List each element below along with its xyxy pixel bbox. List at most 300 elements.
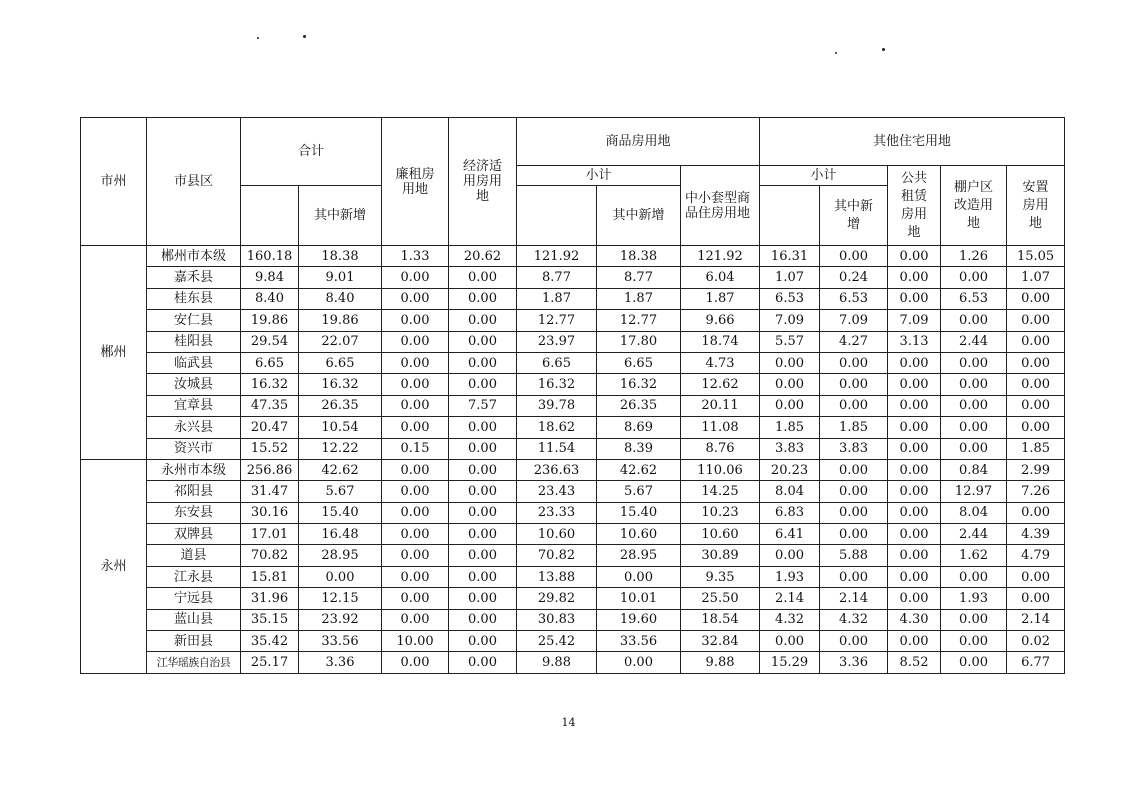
value-cell: 121.92	[681, 246, 760, 267]
value-cell: 30.16	[241, 502, 299, 523]
value-cell: 5.67	[299, 481, 382, 502]
value-cell: 31.96	[241, 588, 299, 609]
value-cell: 47.35	[241, 395, 299, 416]
value-cell: 18.62	[517, 417, 597, 438]
value-cell: 3.36	[299, 652, 382, 673]
value-cell: 0.00	[888, 545, 941, 566]
city-cell: 郴州	[81, 246, 147, 460]
value-cell: 1.33	[382, 246, 449, 267]
value-cell: 9.35	[681, 566, 760, 587]
value-cell: 0.00	[941, 417, 1007, 438]
value-cell: 0.02	[1007, 631, 1065, 652]
table-row	[81, 267, 1065, 288]
value-cell: 0.00	[820, 459, 888, 480]
table-row	[81, 566, 1065, 587]
value-cell: 1.87	[517, 288, 597, 309]
value-cell: 0.00	[449, 331, 517, 352]
table-header	[81, 118, 1065, 246]
value-cell: 6.65	[597, 352, 681, 373]
value-cell: 7.09	[888, 310, 941, 331]
value-cell: 0.00	[820, 246, 888, 267]
value-cell: 0.00	[449, 438, 517, 459]
county-name-cell: 临武县	[147, 352, 241, 373]
value-cell: 11.08	[681, 417, 760, 438]
value-cell: 0.00	[449, 481, 517, 502]
value-cell: 0.00	[382, 545, 449, 566]
value-cell: 19.86	[299, 310, 382, 331]
value-cell: 0.00	[449, 609, 517, 630]
county-name-cell: 永兴县	[147, 417, 241, 438]
value-cell: 17.01	[241, 524, 299, 545]
table-row	[81, 352, 1065, 373]
value-cell: 1.85	[1007, 438, 1065, 459]
county-name-cell: 嘉禾县	[147, 267, 241, 288]
county-name-cell: 汝城县	[147, 374, 241, 395]
value-cell: 18.74	[681, 331, 760, 352]
value-cell: 20.11	[681, 395, 760, 416]
value-cell: 30.89	[681, 545, 760, 566]
value-cell: 6.83	[760, 502, 820, 523]
county-name-cell: 新田县	[147, 631, 241, 652]
value-cell: 0.00	[382, 352, 449, 373]
value-cell: 7.57	[449, 395, 517, 416]
value-cell: 0.00	[941, 374, 1007, 395]
value-cell: 6.53	[760, 288, 820, 309]
value-cell: 0.00	[449, 417, 517, 438]
value-cell: 20.23	[760, 459, 820, 480]
value-cell: 0.00	[820, 481, 888, 502]
value-cell: 0.00	[941, 438, 1007, 459]
value-cell: 6.53	[820, 288, 888, 309]
table-row	[81, 545, 1065, 566]
table-row	[81, 481, 1065, 502]
value-cell: 0.00	[382, 566, 449, 587]
value-cell: 0.00	[760, 352, 820, 373]
value-cell: 13.88	[517, 566, 597, 587]
county-name-cell: 安仁县	[147, 310, 241, 331]
value-cell: 3.83	[760, 438, 820, 459]
header-jingji	[449, 118, 517, 246]
header-other-sub	[760, 186, 820, 246]
value-cell: 0.00	[382, 652, 449, 673]
value-cell: 0.00	[888, 502, 941, 523]
value-cell: 29.82	[517, 588, 597, 609]
value-cell: 0.00	[382, 524, 449, 545]
value-cell: 4.27	[820, 331, 888, 352]
value-cell: 110.06	[681, 459, 760, 480]
header-commercial: 商品房用地	[517, 118, 760, 166]
value-cell: 0.00	[888, 267, 941, 288]
housing-land-table	[80, 117, 1065, 674]
value-cell: 0.00	[941, 395, 1007, 416]
scan-speck	[882, 48, 885, 51]
value-cell: 0.00	[1007, 417, 1065, 438]
value-cell: 0.00	[597, 652, 681, 673]
value-cell: 25.17	[241, 652, 299, 673]
county-name-cell: 江华瑶族自治县	[147, 652, 241, 673]
value-cell: 0.00	[382, 481, 449, 502]
value-cell: 18.54	[681, 609, 760, 630]
value-cell: 19.86	[241, 310, 299, 331]
value-cell: 0.00	[941, 631, 1007, 652]
value-cell: 6.65	[241, 352, 299, 373]
scan-speck	[835, 52, 837, 54]
value-cell: 0.00	[1007, 331, 1065, 352]
value-cell: 0.00	[449, 524, 517, 545]
value-cell: 0.00	[1007, 288, 1065, 309]
header-shantytown-label: 棚户区改造用地	[954, 179, 994, 231]
header-other-new	[820, 186, 888, 246]
value-cell: 0.00	[888, 524, 941, 545]
value-cell: 9.88	[681, 652, 760, 673]
value-cell: 33.56	[299, 631, 382, 652]
value-cell: 0.00	[1007, 310, 1065, 331]
value-cell: 1.93	[760, 566, 820, 587]
county-name-cell: 道县	[147, 545, 241, 566]
county-name-cell: 桂阳县	[147, 331, 241, 352]
value-cell: 0.00	[888, 352, 941, 373]
value-cell: 0.00	[941, 609, 1007, 630]
value-cell: 0.84	[941, 459, 1007, 480]
value-cell: 30.83	[517, 609, 597, 630]
table-row	[81, 652, 1065, 673]
value-cell: 0.00	[449, 502, 517, 523]
value-cell: 0.00	[1007, 588, 1065, 609]
table-row	[81, 310, 1065, 331]
header-total-sub	[241, 186, 299, 246]
value-cell: 16.31	[760, 246, 820, 267]
value-cell: 0.00	[1007, 566, 1065, 587]
value-cell: 7.09	[760, 310, 820, 331]
value-cell: 6.77	[1007, 652, 1065, 673]
value-cell: 10.23	[681, 502, 760, 523]
value-cell: 1.93	[941, 588, 1007, 609]
header-city: 市州	[81, 118, 147, 246]
value-cell: 14.25	[681, 481, 760, 502]
value-cell: 8.77	[597, 267, 681, 288]
table-body	[81, 246, 1065, 674]
value-cell: 10.60	[681, 524, 760, 545]
value-cell: 2.99	[1007, 459, 1065, 480]
value-cell: 0.00	[888, 246, 941, 267]
value-cell: 8.04	[760, 481, 820, 502]
value-cell: 10.54	[299, 417, 382, 438]
value-cell: 2.44	[941, 524, 1007, 545]
value-cell: 10.60	[517, 524, 597, 545]
value-cell: 9.01	[299, 267, 382, 288]
header-commercial-small	[681, 166, 760, 246]
value-cell: 70.82	[517, 545, 597, 566]
value-cell: 15.81	[241, 566, 299, 587]
value-cell: 160.18	[241, 246, 299, 267]
value-cell: 15.05	[1007, 246, 1065, 267]
value-cell: 1.87	[597, 288, 681, 309]
table-row	[81, 374, 1065, 395]
header-commercial-subtotal: 小计	[517, 166, 681, 186]
value-cell: 23.33	[517, 502, 597, 523]
value-cell: 0.00	[888, 588, 941, 609]
value-cell: 70.82	[241, 545, 299, 566]
header-public-rent-label: 公共租赁房用地	[901, 170, 928, 240]
value-cell: 8.40	[241, 288, 299, 309]
value-cell: 19.60	[597, 609, 681, 630]
value-cell: 6.65	[299, 352, 382, 373]
value-cell: 33.56	[597, 631, 681, 652]
value-cell: 6.65	[517, 352, 597, 373]
value-cell: 10.00	[382, 631, 449, 652]
header-resettlement	[1007, 166, 1065, 246]
value-cell: 29.54	[241, 331, 299, 352]
value-cell: 0.00	[760, 545, 820, 566]
value-cell: 0.15	[382, 438, 449, 459]
county-name-cell: 江永县	[147, 566, 241, 587]
value-cell: 8.69	[597, 417, 681, 438]
value-cell: 121.92	[517, 246, 597, 267]
value-cell: 15.40	[597, 502, 681, 523]
value-cell: 0.00	[820, 395, 888, 416]
header-total-new: 其中新增	[299, 186, 382, 246]
value-cell: 22.07	[299, 331, 382, 352]
header-county: 市县区	[147, 118, 241, 246]
value-cell: 4.39	[1007, 524, 1065, 545]
header-other-subtotal: 小计	[760, 166, 888, 186]
value-cell: 12.22	[299, 438, 382, 459]
value-cell: 0.00	[382, 417, 449, 438]
value-cell: 0.00	[449, 374, 517, 395]
value-cell: 12.77	[517, 310, 597, 331]
value-cell: 31.47	[241, 481, 299, 502]
value-cell: 5.67	[597, 481, 681, 502]
value-cell: 0.00	[449, 352, 517, 373]
value-cell: 3.36	[820, 652, 888, 673]
value-cell: 0.00	[382, 459, 449, 480]
county-name-cell: 桂东县	[147, 288, 241, 309]
value-cell: 7.26	[1007, 481, 1065, 502]
value-cell: 23.92	[299, 609, 382, 630]
header-jingji-label: 经济适用房用地	[463, 159, 503, 204]
value-cell: 0.00	[449, 588, 517, 609]
table-row	[81, 631, 1065, 652]
header-resettlement-label: 安置房用地	[1022, 179, 1049, 231]
value-cell: 15.52	[241, 438, 299, 459]
value-cell: 8.39	[597, 438, 681, 459]
value-cell: 0.00	[382, 374, 449, 395]
value-cell: 9.88	[517, 652, 597, 673]
value-cell: 0.00	[941, 652, 1007, 673]
value-cell: 1.26	[941, 246, 1007, 267]
table-row	[81, 331, 1065, 352]
value-cell: 0.00	[941, 566, 1007, 587]
value-cell: 3.13	[888, 331, 941, 352]
value-cell: 2.44	[941, 331, 1007, 352]
value-cell: 0.00	[820, 374, 888, 395]
value-cell: 17.80	[597, 331, 681, 352]
value-cell: 8.76	[681, 438, 760, 459]
header-commercial-sub	[517, 186, 597, 246]
value-cell: 4.79	[1007, 545, 1065, 566]
value-cell: 0.00	[1007, 395, 1065, 416]
value-cell: 6.53	[941, 288, 1007, 309]
value-cell: 0.00	[1007, 374, 1065, 395]
value-cell: 18.38	[299, 246, 382, 267]
value-cell: 5.57	[760, 331, 820, 352]
value-cell: 0.00	[820, 524, 888, 545]
page-number: 14	[561, 716, 576, 729]
value-cell: 26.35	[597, 395, 681, 416]
value-cell: 0.00	[449, 631, 517, 652]
county-name-cell: 祁阳县	[147, 481, 241, 502]
value-cell: 23.43	[517, 481, 597, 502]
value-cell: 35.15	[241, 609, 299, 630]
value-cell: 0.00	[449, 459, 517, 480]
value-cell: 0.00	[888, 566, 941, 587]
value-cell: 12.15	[299, 588, 382, 609]
value-cell: 0.00	[597, 566, 681, 587]
county-name-cell: 东安县	[147, 502, 241, 523]
value-cell: 0.00	[888, 438, 941, 459]
county-name-cell: 永州市本级	[147, 459, 241, 480]
value-cell: 23.97	[517, 331, 597, 352]
value-cell: 0.00	[760, 395, 820, 416]
value-cell: 32.84	[681, 631, 760, 652]
county-name-cell: 蓝山县	[147, 609, 241, 630]
table-row	[81, 502, 1065, 523]
value-cell: 8.40	[299, 288, 382, 309]
value-cell: 0.00	[1007, 502, 1065, 523]
value-cell: 4.32	[760, 609, 820, 630]
value-cell: 28.95	[299, 545, 382, 566]
value-cell: 16.48	[299, 524, 382, 545]
value-cell: 16.32	[299, 374, 382, 395]
value-cell: 35.42	[241, 631, 299, 652]
value-cell: 0.24	[820, 267, 888, 288]
value-cell: 236.63	[517, 459, 597, 480]
value-cell: 0.00	[941, 352, 1007, 373]
value-cell: 0.00	[888, 288, 941, 309]
header-public-rent	[888, 166, 941, 246]
county-name-cell: 郴州市本级	[147, 246, 241, 267]
table-row	[81, 588, 1065, 609]
value-cell: 0.00	[888, 417, 941, 438]
header-total: 合计	[241, 118, 382, 186]
value-cell: 26.35	[299, 395, 382, 416]
header-other-new-label: 其中新增	[834, 198, 874, 232]
value-cell: 12.62	[681, 374, 760, 395]
value-cell: 0.00	[382, 588, 449, 609]
value-cell: 15.40	[299, 502, 382, 523]
county-name-cell: 双牌县	[147, 524, 241, 545]
value-cell: 0.00	[449, 310, 517, 331]
header-shantytown	[941, 166, 1007, 246]
value-cell: 10.60	[597, 524, 681, 545]
value-cell: 0.00	[449, 288, 517, 309]
value-cell: 0.00	[820, 566, 888, 587]
value-cell: 0.00	[382, 267, 449, 288]
table-row	[81, 459, 1065, 480]
value-cell: 0.00	[382, 502, 449, 523]
value-cell: 25.42	[517, 631, 597, 652]
value-cell: 20.62	[449, 246, 517, 267]
table-row	[81, 246, 1065, 267]
value-cell: 25.50	[681, 588, 760, 609]
value-cell: 2.14	[1007, 609, 1065, 630]
value-cell: 1.87	[681, 288, 760, 309]
value-cell: 15.29	[760, 652, 820, 673]
county-name-cell: 宜章县	[147, 395, 241, 416]
value-cell: 0.00	[888, 374, 941, 395]
value-cell: 6.04	[681, 267, 760, 288]
value-cell: 0.00	[382, 310, 449, 331]
value-cell: 0.00	[382, 395, 449, 416]
value-cell: 1.85	[760, 417, 820, 438]
header-other: 其他住宅用地	[760, 118, 1065, 166]
value-cell: 20.47	[241, 417, 299, 438]
table-row	[81, 417, 1065, 438]
value-cell: 8.04	[941, 502, 1007, 523]
value-cell: 4.73	[681, 352, 760, 373]
value-cell: 0.00	[382, 288, 449, 309]
value-cell: 12.77	[597, 310, 681, 331]
value-cell: 12.97	[941, 481, 1007, 502]
header-lianzu-label: 廉租房用地	[395, 166, 435, 197]
value-cell: 5.88	[820, 545, 888, 566]
header-commercial-small-label: 中小套型商品住房用地	[685, 190, 751, 221]
value-cell: 16.32	[597, 374, 681, 395]
value-cell: 1.85	[820, 417, 888, 438]
value-cell: 16.32	[241, 374, 299, 395]
value-cell: 0.00	[888, 481, 941, 502]
value-cell: 0.00	[299, 566, 382, 587]
value-cell: 0.00	[820, 352, 888, 373]
value-cell: 8.52	[888, 652, 941, 673]
value-cell: 9.66	[681, 310, 760, 331]
value-cell: 4.32	[820, 609, 888, 630]
value-cell: 0.00	[888, 631, 941, 652]
value-cell: 0.00	[449, 545, 517, 566]
value-cell: 0.00	[941, 267, 1007, 288]
scan-speck	[303, 35, 306, 38]
value-cell: 0.00	[382, 609, 449, 630]
scan-speck	[257, 37, 259, 39]
value-cell: 2.14	[760, 588, 820, 609]
table-row	[81, 609, 1065, 630]
value-cell: 11.54	[517, 438, 597, 459]
header-commercial-new: 其中新增	[597, 186, 681, 246]
value-cell: 1.07	[1007, 267, 1065, 288]
value-cell: 6.41	[760, 524, 820, 545]
value-cell: 0.00	[820, 502, 888, 523]
value-cell: 3.83	[820, 438, 888, 459]
value-cell: 0.00	[888, 395, 941, 416]
value-cell: 16.32	[517, 374, 597, 395]
value-cell: 39.78	[517, 395, 597, 416]
value-cell: 42.62	[597, 459, 681, 480]
city-cell: 永州	[81, 459, 147, 673]
value-cell: 256.86	[241, 459, 299, 480]
table-row	[81, 288, 1065, 309]
table-row	[81, 438, 1065, 459]
table-row	[81, 524, 1065, 545]
value-cell: 0.00	[760, 374, 820, 395]
county-name-cell: 资兴市	[147, 438, 241, 459]
value-cell: 0.00	[888, 459, 941, 480]
value-cell: 0.00	[1007, 352, 1065, 373]
value-cell: 8.77	[517, 267, 597, 288]
value-cell: 42.62	[299, 459, 382, 480]
value-cell: 28.95	[597, 545, 681, 566]
value-cell: 0.00	[449, 652, 517, 673]
value-cell: 0.00	[449, 566, 517, 587]
